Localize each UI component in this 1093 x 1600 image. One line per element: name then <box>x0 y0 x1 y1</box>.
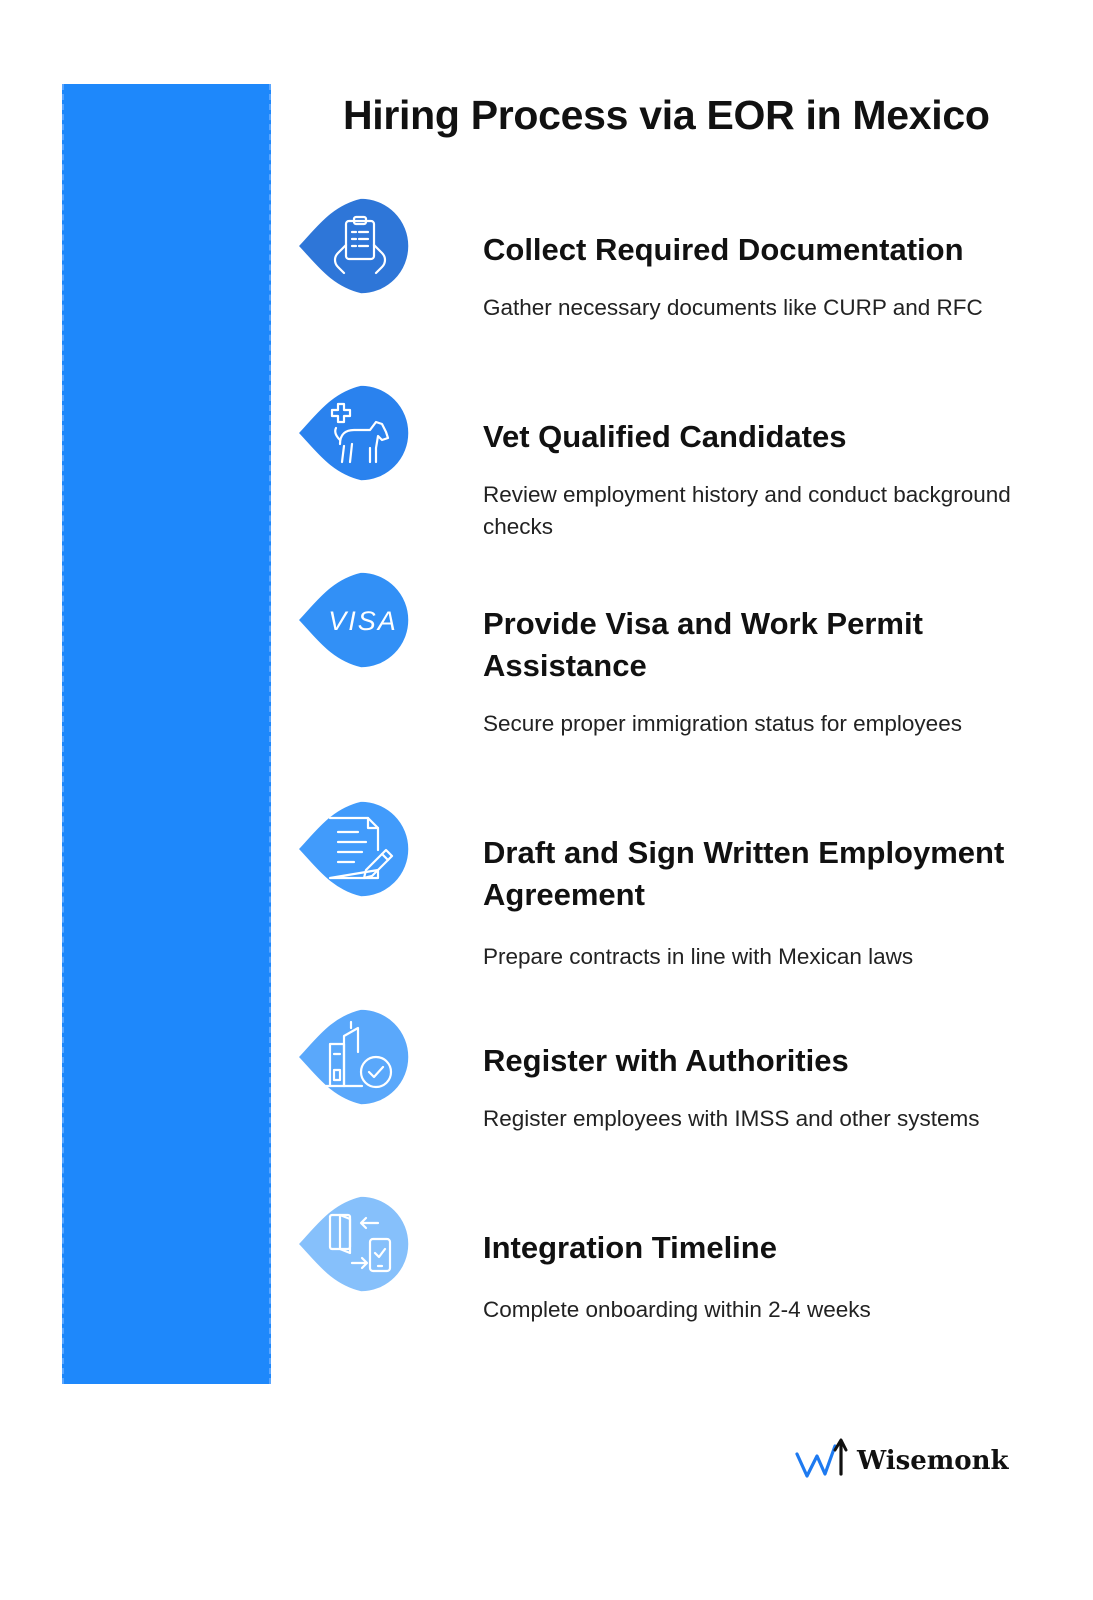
step-1-description: Gather necessary documents like CURP and RFC <box>483 295 983 320</box>
visa-icon-text: VISA <box>328 606 398 636</box>
step-6-description: Complete onboarding within 2-4 weeks <box>483 1297 871 1322</box>
building-checkmark-icon <box>296 1008 414 1106</box>
door-phone-transfer-icon <box>296 1195 414 1293</box>
step-2-heading: Vet Qualified Candidates <box>483 419 847 454</box>
step-5-heading: Register with Authorities <box>483 1043 849 1078</box>
step-1-heading: Collect Required Documentation <box>483 232 964 267</box>
step-3-description: Secure proper immigration status for employees <box>483 711 962 736</box>
clipboard-hands-icon <box>296 197 414 295</box>
step-2-description: Review employment history and conduct background checks <box>483 482 1011 539</box>
brand-name: Wisemonk <box>857 1446 1009 1476</box>
wisemonk-logo-icon <box>795 1438 851 1482</box>
side-bar <box>62 84 271 1384</box>
page-title: Hiring Process via EOR in Mexico <box>343 92 990 138</box>
dog-medical-cross-icon <box>296 384 414 482</box>
visa-icon <box>296 571 414 669</box>
document-pen-icon <box>296 800 414 898</box>
step-4-description: Prepare contracts in line with Mexican laws <box>483 944 914 969</box>
step-4-heading: Draft and Sign Written Employment Agreement <box>483 835 1005 912</box>
step-3-heading: Provide Visa and Work Permit Assistance <box>483 606 923 683</box>
brand <box>795 1438 1015 1488</box>
step-5-description: Register employees with IMSS and other systems <box>483 1106 980 1131</box>
step-6-heading: Integration Timeline <box>483 1230 777 1265</box>
